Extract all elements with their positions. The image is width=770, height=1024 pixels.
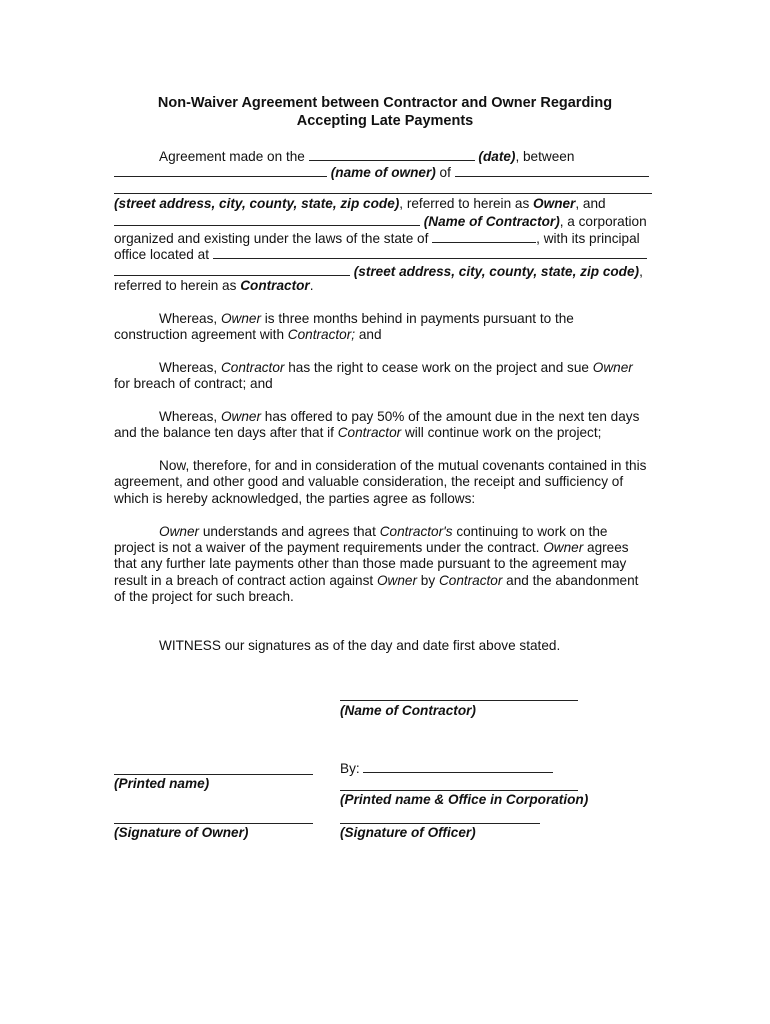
whereas-text: Whereas, [159, 311, 218, 326]
clause-line-4 [114, 573, 638, 589]
now-therefore-line-2: agreement, and other good and valuable consideration, the receipt and sufficiency of [114, 474, 624, 489]
clause-text: and the abandonment [502, 573, 639, 588]
owner-location-blank[interactable] [455, 163, 649, 177]
intro-line-7 [114, 245, 647, 261]
office-address-blank[interactable] [213, 245, 647, 259]
contractor-term: Contractor; [287, 327, 356, 342]
document-title-line-1: Non-Waiver Agreement between Contractor and Owner Regarding [157, 95, 613, 111]
clause-text: agrees [583, 540, 629, 555]
whereas-text: Whereas, [159, 360, 218, 375]
clause-text: by [417, 573, 436, 588]
intro-line-8 [114, 262, 643, 278]
street-address-label: (street address, city, county, state, zip code) [114, 196, 400, 211]
by-label: By: [340, 761, 360, 776]
whereas-3-line-1 [159, 409, 639, 425]
whereas-2-line-2: for breach of contract; and [114, 376, 273, 391]
contractors-term: Contractor's [379, 524, 453, 539]
referred-contractor-text: referred to herein as [114, 278, 237, 293]
intro-line-6 [114, 229, 640, 245]
document-title-line-2: Accepting Late Payments [296, 113, 474, 129]
and-text: , and [575, 196, 606, 211]
intro-line-2 [114, 163, 649, 179]
now-therefore-line-3: which is hereby acknowledged, the parties agree as follows: [114, 491, 476, 506]
printed-name-office-caption: (Printed name & Office in Corporation) [340, 792, 589, 807]
intro-line-5 [114, 212, 647, 228]
officer-printed-name-line[interactable] [340, 790, 578, 791]
contractor-term: Contractor [220, 360, 285, 375]
contractor-name-blank[interactable] [114, 212, 420, 226]
state-blank[interactable] [432, 229, 536, 243]
whereas-3-line-2 [114, 425, 601, 441]
owner-term: Owner [376, 573, 418, 588]
clause-text: understands and agrees that [199, 524, 376, 539]
whereas-3-text: has offered to pay 50% of the amount due in the next ten days [261, 409, 640, 424]
and-text: and [355, 327, 382, 342]
street-address-label-2: (street address, city, county, state, zip code) [353, 264, 640, 279]
clause-text: project is not a waiver of the payment requirements under the contract. [114, 540, 540, 555]
between-text: , between [515, 149, 575, 164]
whereas-2-line-1 [159, 360, 633, 376]
owner-signature-line[interactable] [114, 823, 313, 824]
organized-text: organized and existing under the laws of the state of [114, 231, 429, 246]
intro-line-1 [159, 147, 574, 163]
clause-line-2 [114, 540, 629, 556]
date-blank[interactable] [309, 147, 475, 161]
period-text: . [309, 278, 314, 293]
owner-term: Owner [543, 540, 584, 555]
clause-line-5: of the project for such breach. [114, 589, 294, 604]
officer-signature-line[interactable] [340, 823, 540, 824]
owner-term: Owner [220, 409, 261, 424]
of-text: of [435, 165, 451, 180]
whereas-1-line-2 [114, 327, 382, 343]
principal-text: , with its principal [536, 231, 640, 246]
made-on-text: Agreement made on the [159, 149, 305, 164]
name-of-contractor-label: (Name of Contractor) [423, 214, 560, 229]
intro-line-9 [114, 278, 313, 294]
printed-name-caption: (Printed name) [114, 776, 210, 791]
clause-text: continuing to work on the [452, 524, 608, 539]
whereas-1-line-1 [159, 311, 574, 327]
by-line [340, 759, 553, 775]
owner-term: Owner [220, 311, 261, 326]
owner-term: Owner [159, 524, 200, 539]
contractor-name-signature-line[interactable] [340, 700, 578, 701]
whereas-3-text-3: will continue work on the project; [401, 425, 602, 440]
date-label: (date) [478, 149, 516, 164]
name-of-owner-label: (name of owner) [330, 165, 436, 180]
owner-name-blank[interactable] [114, 163, 327, 177]
comma-text: , [639, 264, 643, 279]
intro-line-4 [114, 196, 606, 212]
corporation-text: , a corporation [559, 214, 647, 229]
now-therefore-line-1: Now, therefore, for and in consideration of the mutual covenants contained in this [159, 458, 647, 473]
contractor-address-blank[interactable] [114, 262, 350, 276]
signature-of-officer-caption: (Signature of Officer) [340, 825, 476, 840]
witness-line: WITNESS our signatures as of the day and date first above stated. [159, 638, 561, 653]
clause-line-1 [159, 524, 607, 540]
whereas-1-text-2: construction agreement with [114, 327, 285, 342]
clause-text: result in a breach of contract action against [114, 573, 374, 588]
owner-term: Owner [533, 196, 576, 211]
owner-printed-name-line[interactable] [114, 774, 313, 775]
owner-address-blank[interactable] [114, 193, 652, 194]
by-signature-blank[interactable] [363, 759, 553, 773]
referred-owner-text: , referred to herein as [399, 196, 530, 211]
whereas-text: Whereas, [159, 409, 218, 424]
contractor-term: Contractor [240, 278, 310, 293]
owner-term: Owner [592, 360, 633, 375]
office-located-text: office located at [114, 247, 209, 262]
clause-line-3: that any further late payments other than those made pursuant to the agreement may [114, 556, 627, 571]
whereas-2-text: has the right to cease work on the project and sue [284, 360, 589, 375]
name-of-contractor-caption: (Name of Contractor) [340, 703, 476, 718]
whereas-3-text-2: and the balance ten days after that if [114, 425, 334, 440]
signature-of-owner-caption: (Signature of Owner) [114, 825, 249, 840]
contractor-term: Contractor [337, 425, 402, 440]
whereas-1-text: is three months behind in payments pursuant to the [261, 311, 574, 326]
contractor-term: Contractor [438, 573, 503, 588]
